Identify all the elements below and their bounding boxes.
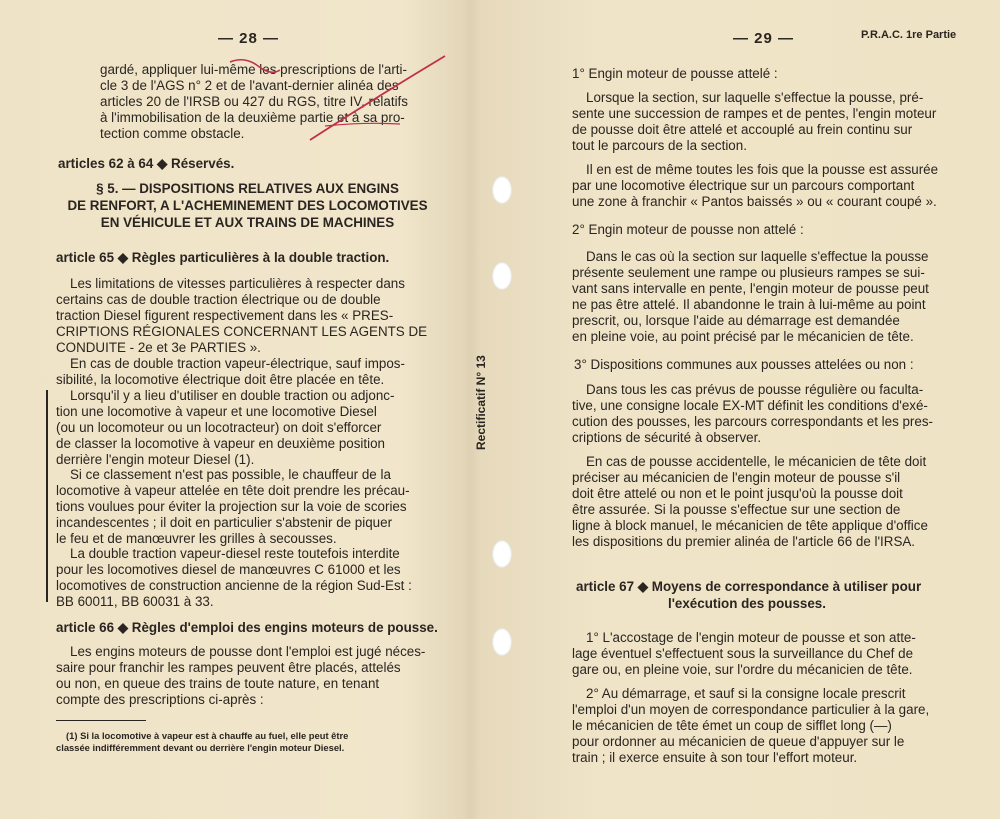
article-65-paragraph-1: Les limitations de vitesses particulières à respecter dans certains cas de double traction électrique ou de double traction Diesel figurent respectivement dans les « PRES- CRIPTIONS RÉGIONALES CONCERNANT LES AGENTS DE CONDUITE - 2e et 3e PARTIES ». — [56, 276, 428, 355]
intro-paragraph: gardé, appliquer lui-même les prescriptions de l'arti- cle 3 de l'AGS n° 2 et de l'avant-dernier alinéa des articles 20 de l'IRSB ou 427 du RGS, titre IV, relatifs à l'immobilisation de la deuxième partie et à sa pro- tection comme obstacle. — [100, 62, 408, 141]
section-2-title: 2° Engin moteur de pousse non attelé : — [572, 222, 804, 237]
rectificatif-label: Rectificatif N° 13 — [474, 355, 488, 450]
section-1-title: 1° Engin moteur de pousse attelé : — [572, 66, 778, 81]
section-1-paragraph-2: Il en est de même toutes les fois que la pousse est assurée par une locomotive électrique sur un parcours comportant une zone à franchir « Pantos baissés » ou « courant coupé ». — [572, 162, 939, 209]
section-3-paragraph-1: Dans tous les cas prévus de pousse régulière ou faculta- tive, une consigne locale EX-MT définit les conditions d'exé- cution des pousses, les parcours correspondants et les pres- criptions de sécurité à observer. — [572, 382, 933, 445]
article-65-paragraph-4: Si ce classement n'est pas possible, le chauffeur de la locomotive à vapeur attelée en tête doit prendre les précau- tions voulues pour éviter la projection sur la voie de scories incandescentes ; il doit en particulier s'abstenir de piquer le feu et de manœuvrer les grilles à secousses. — [56, 467, 410, 546]
article-67-paragraph-1: 1° L'accostage de l'engin moteur de pousse et son atte- lage éventuel s'effectuent sous la surveillance du Chef de gare ou, en pleine voie, sur l'ordre du mécanicien de tête. — [572, 630, 916, 677]
revision-bar — [46, 390, 48, 602]
article-66-title: article 66 ◆ Règles d'emploi des engins moteurs de pousse. — [56, 620, 438, 635]
article-65-title: article 65 ◆ Règles particulières à la double traction. — [56, 250, 390, 265]
section-3-title: 3° Dispositions communes aux pousses attelées ou non : — [574, 357, 914, 372]
section-1-paragraph-1: Lorsque la section, sur laquelle s'effectue la pousse, pré- sente une succession de rampes et de pentes, l'engin moteur de pousse doit être attelé et accouplé au frein continu sur tout le parcours de la section. — [572, 90, 937, 153]
articles-62-64-title: articles 62 à 64 ◆ Réservés. — [58, 156, 235, 171]
article-67-paragraph-2: 2° Au démarrage, et sauf si la consigne locale prescrit l'emploi d'un moyen de correspondance particulier à la gare, le mécanicien de tête émet un coup de sifflet long (—) pour ordonner au mécanicien de queue d'appuyer sur le train ; il exerce ensuite à son tour l'effort moteur. — [572, 686, 930, 765]
footnote: (1) Si la locomotive à vapeur est à chauffe au fuel, elle peut être classée indifféremment devant ou derrière l'engin moteur Diesel. — [56, 730, 349, 753]
right-page — [478, 0, 1000, 819]
article-66-paragraph-1: Les engins moteurs de pousse dont l'emploi est jugé néces- saire pour franchir les rampes peuvent être placés, attelés ou non, en queue des trains de toute nature, en tenant compte des prescriptions ci-après : — [56, 644, 426, 707]
section-3-paragraph-2: En cas de pousse accidentelle, le mécanicien de tête doit préciser au mécanicien de l'engin moteur de pousse s'il doit être attelé ou non et le point jusqu'où la pousse doit être assurée. Si la pousse s'effectue sur une section de ligne à block manuel, le mécanicien de tête applique d'office les dispositions du premier alinéa de l'article 66 de l'IRSA. — [572, 454, 928, 549]
article-65-paragraph-3: Lorsqu'il y a lieu d'utiliser en double traction ou adjonc- tion une locomotive à vapeur et une locomotive Diesel (ou un locomoteur ou un locotracteur) on doit s'efforcer de classer la locomotive à vapeur en deuxième position derrière l'engin moteur Diesel (1). — [56, 388, 395, 467]
section-2-paragraph-1: Dans le cas où la section sur laquelle s'effectue la pousse présente seulement une rampe ou plusieurs rampes se sui- vant sans intervalle en pente, l'engin moteur de pousse peut ne pas être attelé. Il abandonne le train à lui-même au point prescrit, ou, lorsque l'aide au démarrage est demandée en pleine voie, au point précisé par le mécanicien de tête. — [572, 249, 929, 344]
footnote-rule — [56, 720, 146, 721]
article-65-paragraph-2: En cas de double traction vapeur-électrique, sauf impos- sibilité, la locomotive électrique doit être placée en tête. — [56, 356, 405, 387]
article-67-title: article 67 ◆ Moyens de correspondance à utiliser pour l'exécution des pousses. — [576, 579, 922, 611]
page-number-28: — 28 — — [218, 30, 280, 47]
left-page — [0, 0, 470, 819]
article-65-paragraph-5: La double traction vapeur-diesel reste toutefois interdite pour les locomotives diesel de manœuvres C 61000 et les locomotives de construction ancienne de la région Sud-Est : BB 60011, BB 60031 à 33. — [56, 546, 412, 609]
page-number-29: — 29 — — [733, 30, 795, 47]
section-5-heading: § 5. — DISPOSITIONS RELATIVES AUX ENGINS DE RENFORT, A L'ACHEMINEMENT DES LOCOMOTIVES EN VÉHICULE ET AUX TRAINS DE MACHINES — [67, 181, 428, 230]
red-pen-strike-mark — [225, 48, 455, 148]
running-header: P.R.A.C. 1re Partie — [861, 29, 957, 41]
